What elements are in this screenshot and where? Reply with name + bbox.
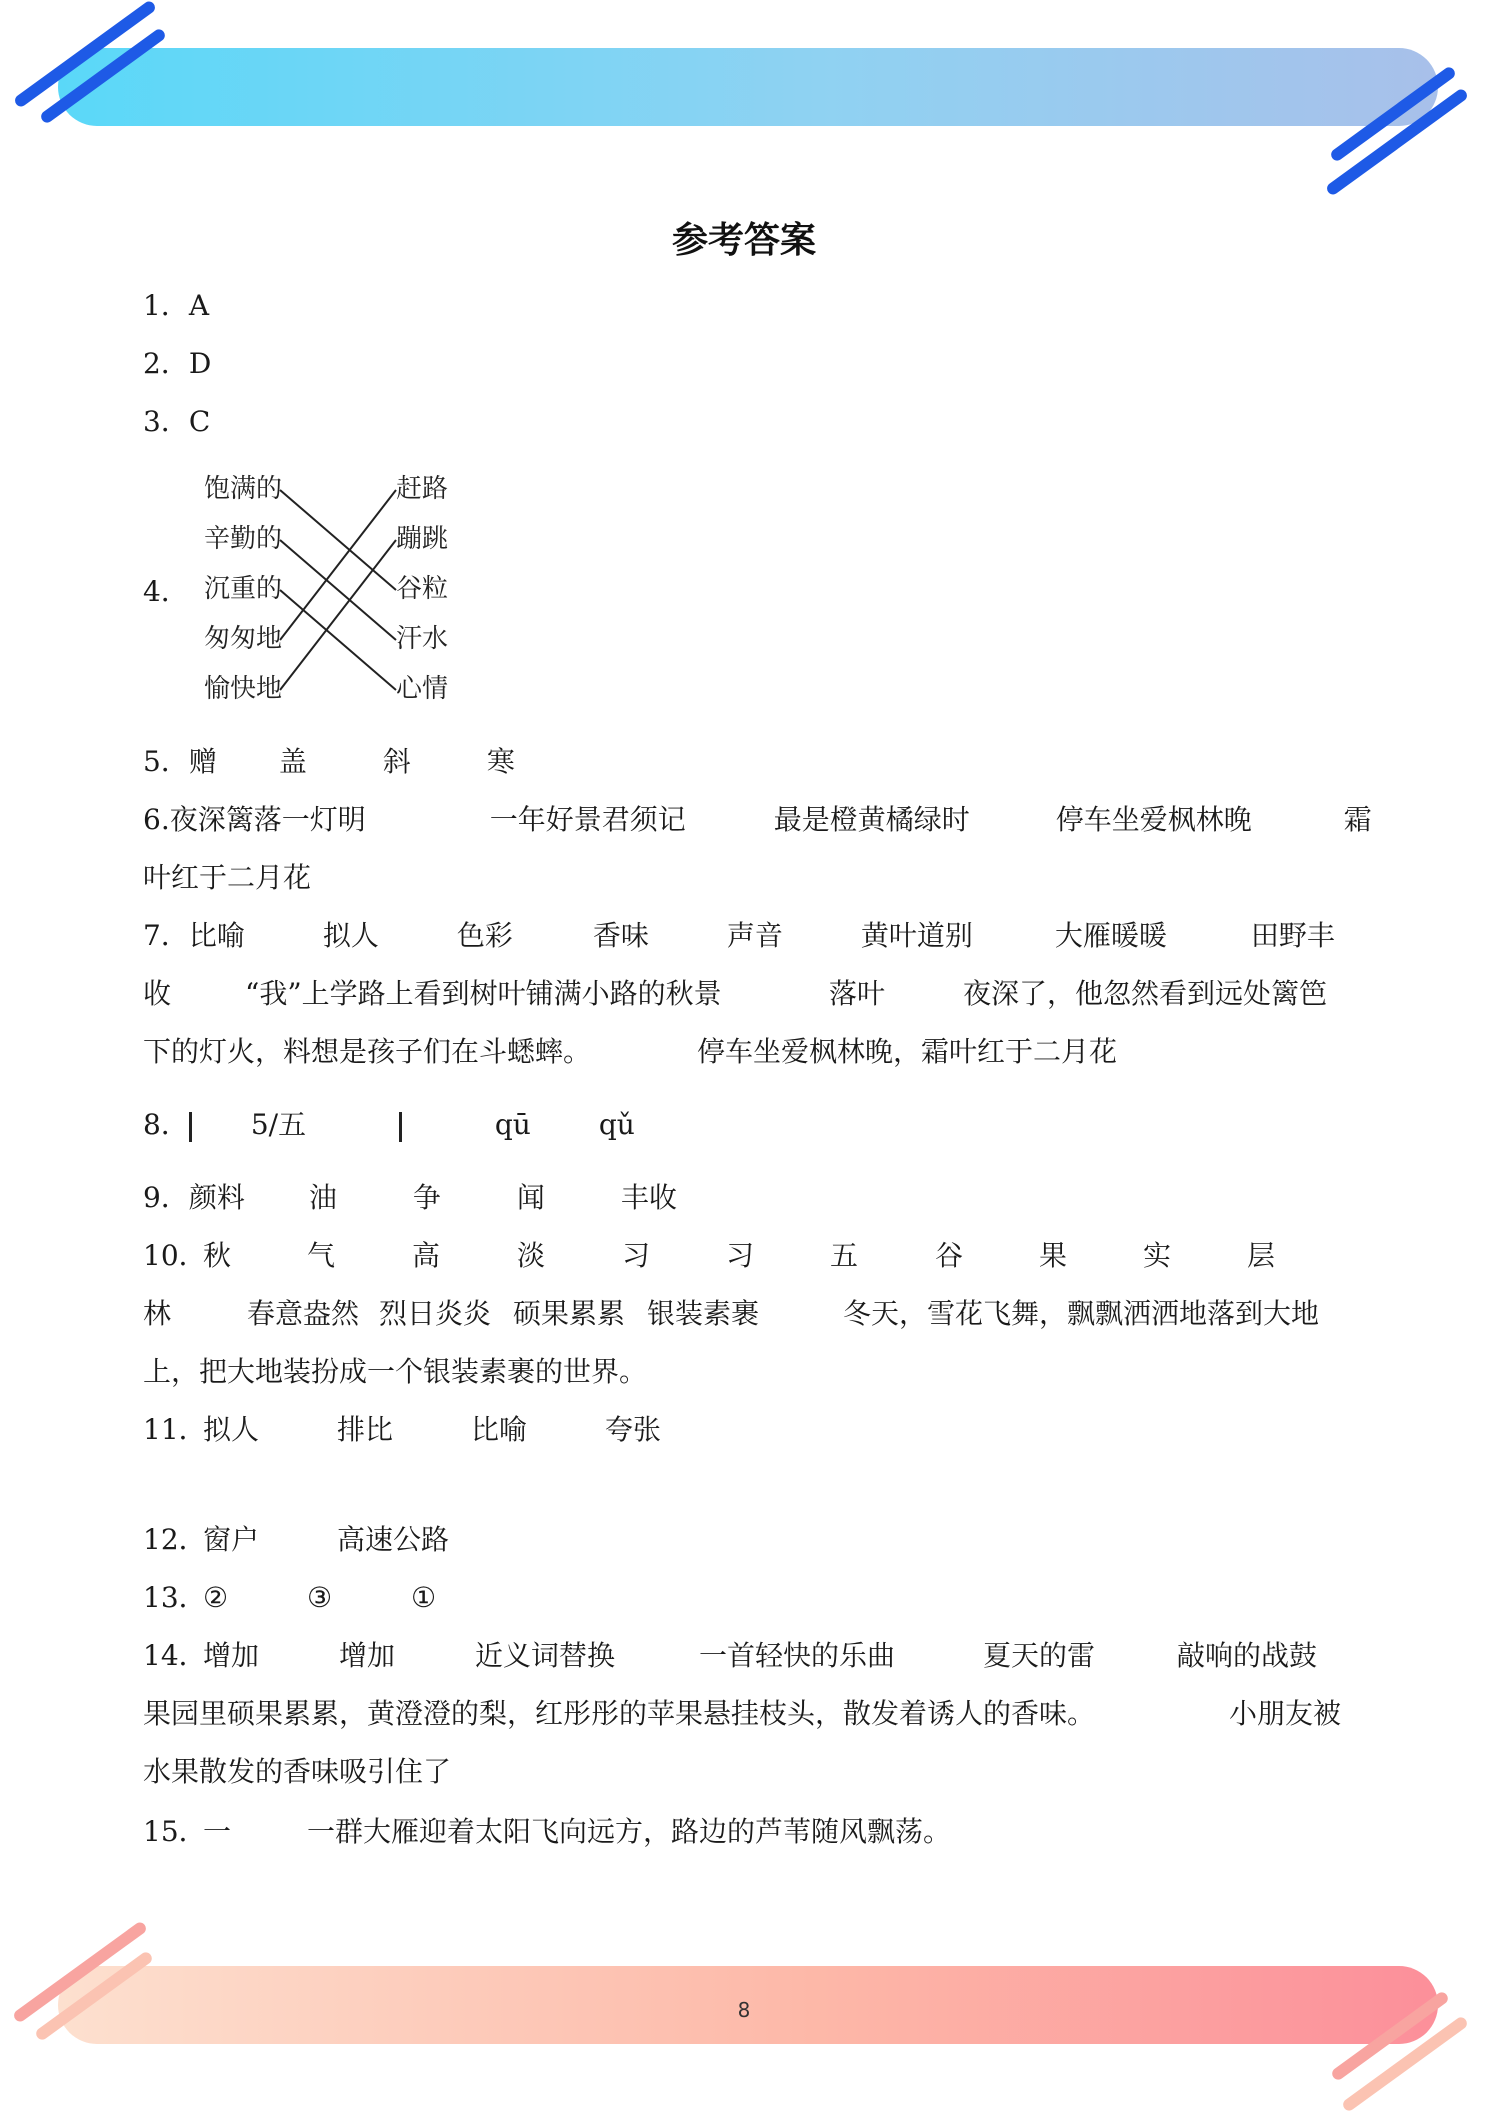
answer-item: 颜料 — [188, 1181, 245, 1214]
right-word: 心情 — [396, 674, 449, 704]
answer-item: 香味 — [592, 919, 649, 952]
left-word: 愉快地 — [204, 674, 283, 704]
answer-item: ① — [411, 1581, 437, 1614]
answer-item: 色彩 — [456, 919, 513, 952]
answer-item: 赠 — [188, 745, 217, 778]
left-word: 饱满的 — [204, 474, 283, 504]
answer-number: 13． — [143, 1581, 207, 1614]
word-matching-diagram — [200, 470, 460, 710]
answer-11 — [143, 1410, 661, 1450]
answer-number: 10． — [143, 1239, 207, 1272]
answer-item: qǔ — [598, 1108, 635, 1141]
answer-item: 霜 — [1343, 803, 1372, 836]
answer-item: 寒 — [486, 745, 515, 778]
match-line — [280, 590, 396, 690]
answer-7-line3 — [143, 1032, 1117, 1072]
answer-7-line1 — [143, 916, 1335, 956]
answer-item: 淡 — [517, 1239, 546, 1272]
answer-number: 3． — [143, 405, 189, 438]
match-line — [280, 490, 396, 640]
answer-6-line2: 叶红于二月花 — [143, 861, 312, 894]
answer-6-line1 — [143, 800, 1372, 840]
answer-item: 夸张 — [605, 1413, 662, 1446]
answer-15 — [143, 1812, 951, 1852]
answer-item: 盖 — [278, 745, 307, 778]
answer-number: 14． — [143, 1639, 207, 1672]
answer-item: 层 — [1247, 1239, 1276, 1272]
answer-item: 小朋友被 — [1229, 1697, 1342, 1730]
answer-item: 斜 — [382, 745, 411, 778]
answer-item: 夜深了，他忽然看到远处篱笆 — [963, 977, 1328, 1010]
answer-item: 实 — [1143, 1239, 1172, 1272]
answer-item: qū — [494, 1108, 531, 1141]
answer-number: 1． — [143, 289, 189, 322]
right-word: 赶路 — [396, 474, 449, 504]
answer-number: 12． — [143, 1523, 207, 1556]
answer-item: 收 — [143, 977, 172, 1010]
answer-item: 烈日炎炎 — [379, 1297, 492, 1330]
answer-item: 一首轻快的乐曲 — [699, 1639, 896, 1672]
answer-item: 停车坐爱枫林晚 — [1055, 803, 1252, 836]
answer-item: 冬天，雪花飞舞，飘飘洒洒地落到大地 — [843, 1297, 1320, 1330]
left-word: 沉重的 — [204, 574, 283, 604]
page-title: 参考答案 — [671, 220, 816, 261]
answer-item: 习 — [622, 1239, 651, 1272]
answer-item: 大雁暖暖 — [1054, 919, 1167, 952]
answer-item: 一 — [203, 1815, 232, 1848]
answer-number: 6. — [143, 803, 170, 836]
left-word: 辛勤的 — [204, 524, 283, 554]
answer-text: A — [188, 289, 210, 322]
answer-13 — [143, 1578, 436, 1618]
answer-item: 黄叶道别 — [860, 919, 973, 952]
answer-number: 8． — [143, 1108, 189, 1141]
answer-item: ③ — [307, 1581, 333, 1614]
answer-item: 比喻 — [188, 919, 245, 952]
answer-text: D — [188, 347, 212, 380]
answer-number: 7． — [143, 919, 189, 952]
right-word: 蹦跳 — [396, 524, 449, 554]
answer-item: 秋 — [203, 1239, 232, 1272]
answer-item: 林 — [143, 1297, 172, 1330]
answer-item: “我”上学路上看到树叶铺满小路的秋景 — [245, 977, 722, 1010]
answer-item: 夜深篱落一灯明 — [169, 803, 366, 836]
answer-item: 落叶 — [829, 977, 886, 1010]
vertical-stroke-mark — [399, 1112, 402, 1142]
answer-item: 田野丰 — [1250, 919, 1335, 952]
answer-14-line2 — [143, 1694, 1341, 1734]
page-number: 8 — [737, 1998, 751, 2022]
answer-item: 比喻 — [471, 1413, 528, 1446]
answer-item: 五 — [830, 1239, 859, 1272]
answer-1 — [143, 286, 209, 326]
left-word: 匆匆地 — [204, 624, 283, 654]
answer-number: 11． — [143, 1413, 207, 1446]
answer-5 — [143, 742, 515, 782]
answer-item: 窗户 — [203, 1523, 260, 1556]
answer-item: 增加 — [203, 1639, 260, 1672]
answer-item: 夏天的雷 — [983, 1639, 1096, 1672]
answer-item: 果 — [1039, 1239, 1068, 1272]
answer-item: 排比 — [337, 1413, 394, 1446]
answer-item: 高 — [412, 1239, 441, 1272]
answer-item: 增加 — [339, 1639, 396, 1672]
matching-lines — [200, 470, 460, 710]
answer-item: 习 — [726, 1239, 755, 1272]
answer-item: 5/五 — [250, 1108, 307, 1141]
header-banner — [58, 48, 1438, 126]
answer-10-line3: 上，把大地装扮成一个银装素裹的世界。 — [143, 1355, 648, 1388]
right-word: 汗水 — [396, 624, 449, 654]
answer-item: 争 — [412, 1181, 441, 1214]
answer-number: 9． — [143, 1181, 189, 1214]
match-line — [280, 540, 396, 690]
answer-text: C — [188, 405, 211, 438]
answer-item: 硕果累累 — [513, 1297, 626, 1330]
answer-12 — [143, 1520, 449, 1560]
answer-item: 近义词替换 — [475, 1639, 616, 1672]
answer-item: ② — [203, 1581, 229, 1614]
answer-item: 气 — [307, 1239, 336, 1272]
answer-item: 敲响的战鼓 — [1177, 1639, 1318, 1672]
match-line — [280, 540, 396, 640]
answer-item: 果园里硕果累累，黄澄澄的梨，红彤彤的苹果悬挂枝头，散发着诱人的香味。 — [143, 1697, 1096, 1730]
answer-14-line3: 水果散发的香味吸引住了 — [143, 1755, 452, 1788]
answer-14-line1 — [143, 1636, 1317, 1676]
answer-item: 最是橙黄橘绿时 — [773, 803, 970, 836]
answer-item: 一年好景君须记 — [489, 803, 686, 836]
answer-number: 15． — [143, 1815, 207, 1848]
answer-item: 声音 — [726, 919, 783, 952]
answer-item: 丰收 — [620, 1181, 677, 1214]
answer-item: 高速公路 — [337, 1523, 450, 1556]
answer-10-line1 — [143, 1236, 1275, 1276]
answer-item: 拟人 — [322, 919, 379, 952]
answer-number: 2． — [143, 347, 189, 380]
answer-number: 5． — [143, 745, 189, 778]
answer-3 — [143, 402, 210, 442]
match-line — [280, 490, 396, 590]
right-word: 谷粒 — [396, 574, 449, 604]
answer-item: 下的灯火，料想是孩子们在斗蟋蟀。 — [143, 1035, 592, 1068]
answer-item: 拟人 — [203, 1413, 260, 1446]
answer-item: 春意盎然 — [247, 1297, 360, 1330]
answer-item: 银装素裹 — [647, 1297, 760, 1330]
vertical-stroke-mark — [189, 1112, 192, 1142]
answer-2 — [143, 344, 211, 384]
answer-10-line2 — [143, 1294, 1319, 1334]
answer-item: 一群大雁迎着太阳飞向远方，路边的芦苇随风飘荡。 — [307, 1815, 952, 1848]
answer-9 — [143, 1178, 677, 1218]
answer-item: 油 — [308, 1181, 337, 1214]
answer-item: 谷 — [935, 1239, 964, 1272]
answer-8 — [143, 1105, 635, 1145]
answer-item: 闻 — [516, 1181, 545, 1214]
answer-4-number: 4． — [143, 575, 189, 608]
answer-item: 停车坐爱枫林晚，霜叶红于二月花 — [697, 1035, 1118, 1068]
answer-7-line2 — [143, 974, 1327, 1014]
